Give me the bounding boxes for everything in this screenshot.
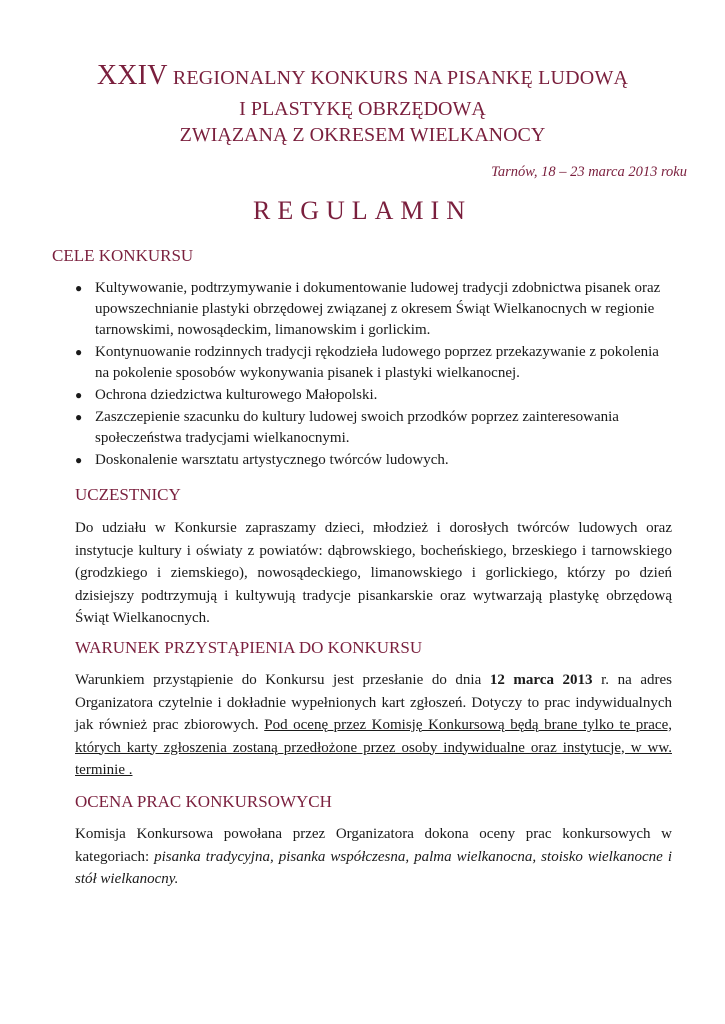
- title-line-2: I PLASTYKĘ OBRZĘDOWĄ: [239, 98, 486, 120]
- dateline: Tarnów, 18 – 23 marca 2013 roku: [491, 164, 687, 180]
- bullet-icon: ●: [75, 281, 83, 295]
- conditions-text-b: r. na adres Organizatora czytelnie i dokładnie wypełnionych kart zgłoszeń. Dotyczy to prac indywidualnych jak również prac zbiorowych.: [75, 672, 672, 733]
- bullet-icon: ●: [75, 388, 83, 402]
- bullet-icon: ●: [75, 453, 83, 467]
- section-heading-ocena: OCENA PRAC KONKURSOWYCH: [75, 792, 332, 811]
- list-item: [75, 278, 675, 341]
- list-item-text: Zaszczepienie szacunku do kultury ludowej swoich przodków poprzez zainteresowania społeczeństwa tradycjami wielkanocnymi.: [95, 409, 619, 446]
- title-line-3: ZWIĄZANĄ Z OKRESEM WIELKANOCY: [179, 124, 546, 146]
- title-line-1-text: REGIONALNY KONKURS NA PISANKĘ LUDOWĄ: [172, 67, 629, 89]
- bullet-icon: ●: [75, 345, 83, 359]
- list-item-text: Kultywowanie, podtrzymywanie i dokumentowanie ludowej tradycji zdobnictwa pisanek oraz upowszechnianie plastyki obrzędowej związanej z okresem Świąt Wielkanocnych w regionie tarnowskimi, nowosądeckim, limanowskim i gorlickim.: [95, 280, 661, 338]
- deadline-date: 12 marca 2013: [489, 672, 593, 688]
- evaluation-categories: pisanka tradycyjna, pisanka współczesna, palma wielkanocna, stoisko wielkanocne i stół wielkanocny.: [75, 848, 672, 887]
- list-item: [75, 450, 675, 471]
- list-item-text: Kontynuowanie rodzinnych tradycji rękodzieła ludowego poprzez przekazywanie z pokolenia na pokolenie sposobów wykonywania pisanek i plastyki wielkanocnej.: [95, 344, 659, 381]
- conditions-underlined-text: Pod ocenę przez Komisję Konkursową będą brane tylko te prace, których karty zgłoszenia zostaną przedłożone przez osoby indywidualne oraz instytucje, w ww. terminie .: [75, 717, 672, 778]
- list-item-text: Ochrona dziedzictwa kulturowego Małopolski.: [95, 387, 378, 403]
- conditions-text-a: Warunkiem przystąpienie do Konkursu jest przesłanie do dnia: [75, 672, 490, 688]
- list-item: [75, 385, 675, 406]
- evaluation-paragraph: [75, 823, 672, 891]
- evaluation-text-a: Komisja Konkursowa powołana przez Organizatora dokona oceny prac konkursowych w kategoriach:: [75, 826, 672, 865]
- section-heading-warunek: WARUNEK PRZYSTĄPIENIA DO KONKURSU: [75, 638, 423, 657]
- document-title: REGULAMIN: [253, 196, 472, 225]
- list-item-text: Doskonalenie warsztatu artystycznego twórców ludowych.: [95, 452, 449, 468]
- conditions-paragraph: [75, 669, 672, 782]
- section-heading-uczestnicy: UCZESTNICY: [75, 485, 181, 504]
- list-item: [75, 342, 675, 384]
- section-heading-cele: CELE KONKURSU: [52, 246, 194, 265]
- goals-list: [75, 278, 675, 472]
- list-item: [75, 407, 675, 449]
- bullet-icon: ●: [75, 410, 83, 424]
- participants-paragraph: Do udziału w Konkursie zapraszamy dzieci, młodzież i dorosłych twórców ludowych oraz instytucje kultury i oświaty z powiatów: dąbrowskiego, bocheńskiego, brzeskiego i tarnowskiego (grodzkiego i ziemskiego), nowosądeckiego, limanowskiego i gorlickiego, którzy po dzień dzisiejszy podtrzymują i kultywują tradycje pisankarskie oraz wytwarzają plastykę obrzędową Świąt Wielkanocnych.: [75, 520, 672, 626]
- title-line-1: [0, 60, 725, 92]
- edition-roman-numeral: XXIV: [96, 60, 168, 91]
